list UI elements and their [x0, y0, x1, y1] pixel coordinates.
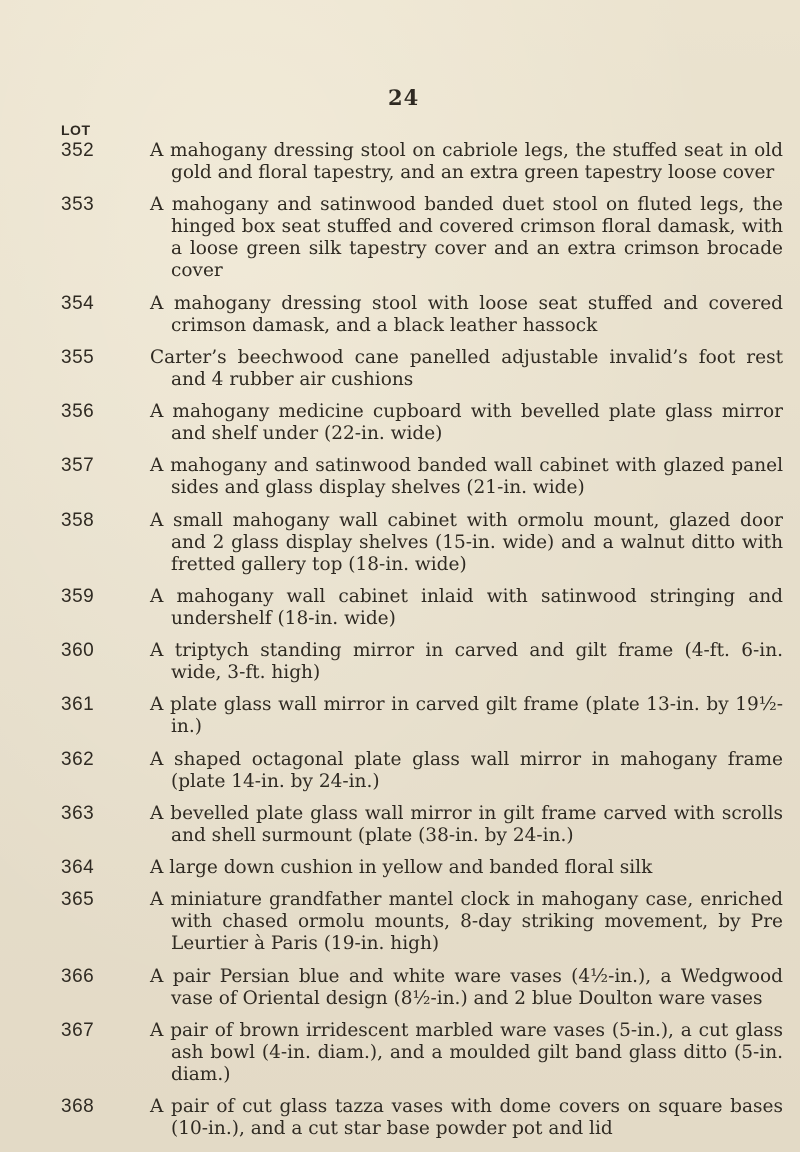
- lot-description: A pair of cut glass tazza vases with dome covers on square bases (10-in.), and a cut star base powder pot and lid: [150, 1096, 783, 1139]
- lot-number: 364: [61, 857, 95, 878]
- lot-description: A shaped octagonal plate glass wall mirror in mahogany frame (plate 14-in. by 24-in.): [150, 748, 783, 792]
- lot-number: 358: [61, 509, 95, 531]
- lot-description: A mahogany and satinwood banded duet stool on fluted legs, the hinged box seat stuffed and covered crimson floral damask, with a loose green silk tapestry cover and an extra crimson brocade cover: [150, 194, 783, 282]
- page-number: 24: [388, 85, 420, 110]
- lot-number: 360: [61, 640, 95, 661]
- lot-description: A triptych standing mirror in carved and gilt frame (4-ft. 6-in. wide, 3-ft. high): [150, 640, 783, 683]
- lot-description: A pair of brown irridescent marbled ware vases (5-in.), a cut glass ash bowl (4-in. diam.), and a moulded gilt band glass ditto (5-in. diam.): [150, 1019, 783, 1085]
- lot-number: 362: [61, 748, 95, 770]
- lot-description: A mahogany and satinwood banded wall cabinet with glazed panel sides and glass display shelves (21-in. wide): [150, 455, 783, 499]
- lot-description: A miniature grandfather mantel clock in mahogany case, enriched with chased ormolu mounts, 8-day striking movement, by Pre Leurtier à Paris (19-in. high): [150, 889, 783, 955]
- lot-number: 359: [61, 585, 95, 607]
- lot-number: 366: [61, 965, 95, 987]
- lot-number: 357: [61, 455, 95, 477]
- lot-description: A mahogany dressing stool on cabriole legs, the stuffed seat in old gold and floral tapestry, and an extra green tapestry loose cover: [150, 140, 783, 183]
- lot-column-header: LOT: [61, 122, 91, 138]
- lot-description: A large down cushion in yellow and banded floral silk: [150, 857, 653, 878]
- lot-number: 355: [61, 346, 95, 368]
- lot-description: A mahogany medicine cupboard with bevelled plate glass mirror and shelf under (22-in. wide): [150, 401, 783, 444]
- lot-description: A mahogany dressing stool with loose seat stuffed and covered crimson damask, and a black leather hassock: [150, 292, 783, 336]
- lot-number: 356: [61, 401, 95, 422]
- lot-number: 363: [61, 802, 95, 824]
- lot-description: A small mahogany wall cabinet with ormolu mount, glazed door and 2 glass display shelves (15-in. wide) and a walnut ditto with fretted gallery top (18-in. wide): [150, 509, 783, 575]
- lot-description: A plate glass wall mirror in carved gilt frame (plate 13-in. by 19½-in.): [150, 694, 783, 738]
- lot-description: A pair Persian blue and white ware vases (4½-in.), a Wedgwood vase of Oriental design (8½-in.) and 2 blue Doulton ware vases: [150, 965, 783, 1009]
- lot-number: 361: [61, 694, 95, 716]
- lot-number: 367: [61, 1019, 95, 1041]
- lot-description: A bevelled plate glass wall mirror in gilt frame carved with scrolls and shell surmount (plate (38-in. by 24-in.): [150, 802, 783, 846]
- lot-description: A mahogany wall cabinet inlaid with satinwood stringing and undershelf (18-in. wide): [150, 585, 783, 629]
- lot-number: 354: [61, 292, 95, 314]
- lot-number: 368: [61, 1096, 95, 1117]
- lot-number: 365: [61, 889, 95, 911]
- lot-number: 352: [61, 140, 95, 161]
- lot-number: 353: [61, 194, 95, 216]
- lot-description: Carter’s beechwood cane panelled adjustable invalid’s foot rest and 4 rubber air cushions: [150, 346, 783, 390]
